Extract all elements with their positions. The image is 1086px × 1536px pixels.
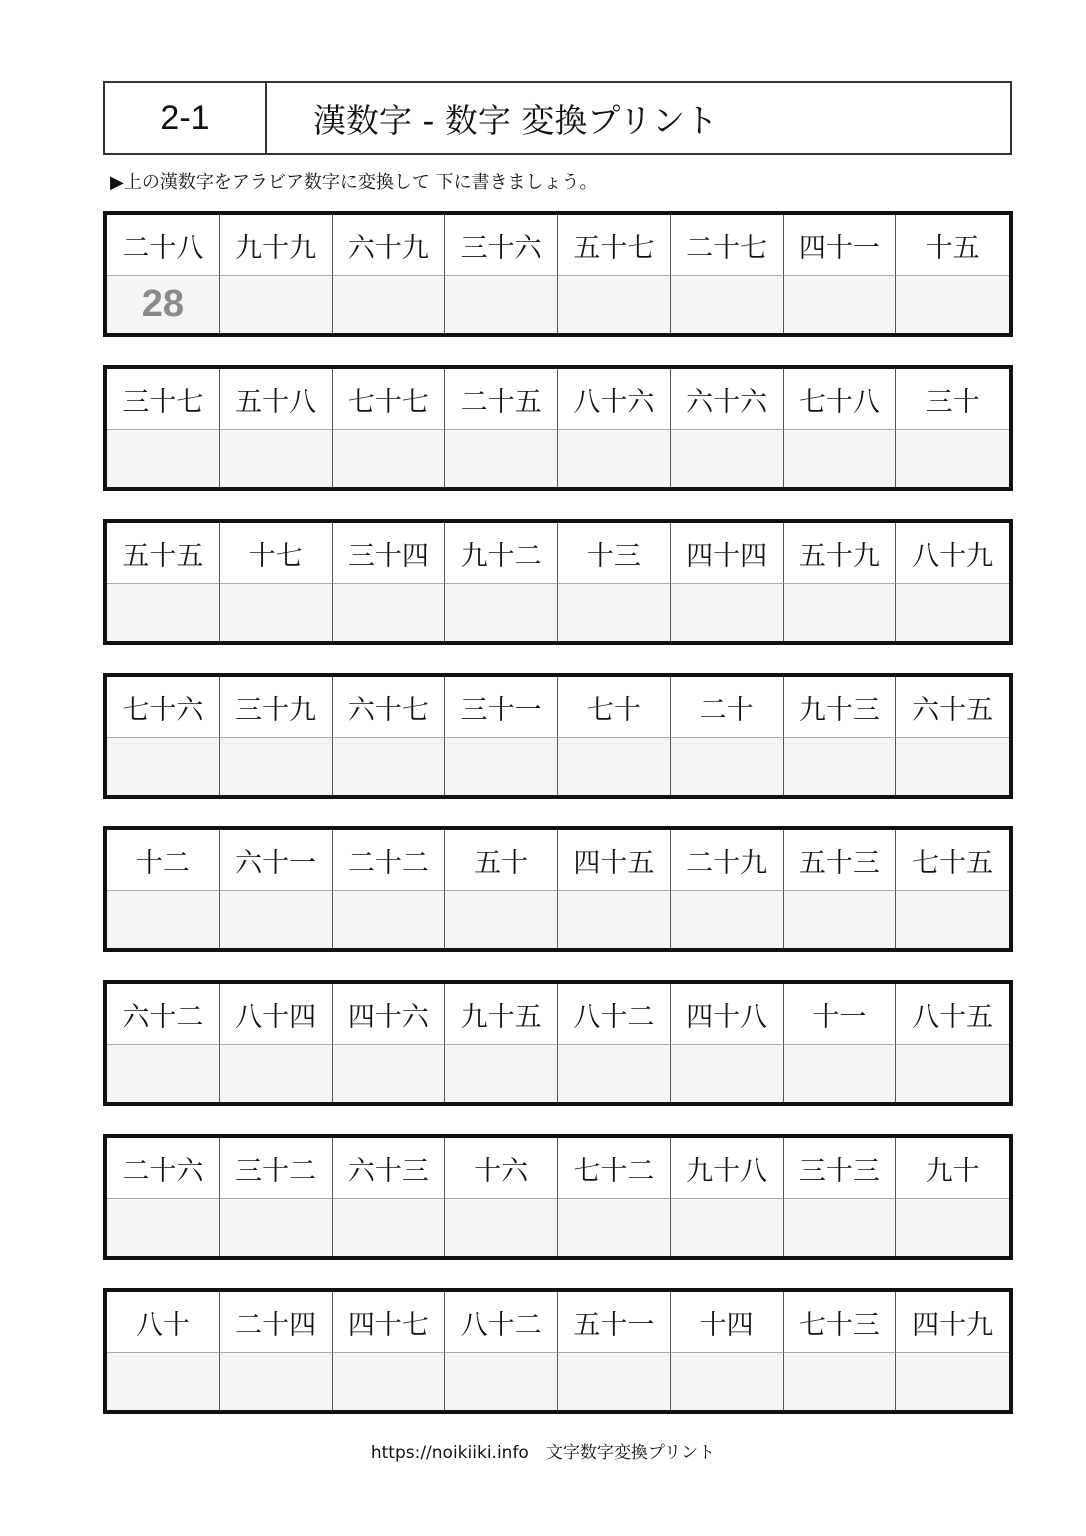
kanji-cell: 三十一 [445, 677, 558, 738]
answer-cell[interactable] [671, 738, 784, 795]
answer-cell[interactable] [107, 584, 220, 641]
kanji-cell: 四十七 [333, 1292, 446, 1353]
answer-cell[interactable] [220, 276, 333, 333]
answer-cell[interactable] [784, 1353, 897, 1410]
kanji-cell: 九十五 [445, 984, 558, 1045]
answer-cell[interactable] [333, 430, 446, 487]
answer-cell[interactable] [896, 430, 1009, 487]
kanji-cell: 六十七 [333, 677, 446, 738]
exercise-row-2 [103, 365, 1013, 491]
kanji-cell: 五十一 [558, 1292, 671, 1353]
kanji-cell: 六十六 [671, 369, 784, 430]
answer-cell[interactable] [671, 430, 784, 487]
kanji-cell: 五十 [445, 830, 558, 891]
kanji-cell: 六十九 [333, 215, 446, 276]
footer-text: https://noikiiki.info 文字数字変換プリント [370, 1443, 716, 1463]
kanji-cell: 三十九 [220, 677, 333, 738]
exercise-row-6 [103, 980, 1013, 1106]
kanji-cell: 九十九 [220, 215, 333, 276]
answer-cell[interactable] [333, 891, 446, 948]
answer-cell[interactable] [333, 1045, 446, 1102]
kanji-cell: 九十三 [784, 677, 897, 738]
exercise-row-7 [103, 1134, 1013, 1260]
answer-cell[interactable] [558, 738, 671, 795]
answer-cell[interactable] [445, 1353, 558, 1410]
kanji-cell: 五十五 [107, 523, 220, 584]
answer-cell[interactable] [333, 584, 446, 641]
kanji-cell: 七十六 [107, 677, 220, 738]
answer-cell[interactable] [558, 891, 671, 948]
exercise-row-1 [103, 211, 1013, 337]
kanji-cell: 九十 [896, 1138, 1009, 1199]
kanji-cell: 三十二 [220, 1138, 333, 1199]
kanji-cell: 十一 [784, 984, 897, 1045]
answer-cell[interactable] [107, 738, 220, 795]
kanji-cell: 七十三 [784, 1292, 897, 1353]
answer-cell[interactable] [671, 1353, 784, 1410]
kanji-cell: 二十七 [671, 215, 784, 276]
answer-cell[interactable] [445, 1199, 558, 1256]
kanji-cell: 四十五 [558, 830, 671, 891]
exercise-row-8 [103, 1288, 1013, 1414]
kanji-cell: 四十四 [671, 523, 784, 584]
answer-cell[interactable] [107, 430, 220, 487]
kanji-cell: 二十 [671, 677, 784, 738]
kanji-cell: 五十八 [220, 369, 333, 430]
answer-cell[interactable] [784, 891, 897, 948]
kanji-cell: 六十三 [333, 1138, 446, 1199]
kanji-cell: 十五 [896, 215, 1009, 276]
kanji-cell: 八十六 [558, 369, 671, 430]
answer-cell[interactable] [558, 276, 671, 333]
answer-cell[interactable] [558, 1199, 671, 1256]
answer-cell[interactable] [896, 584, 1009, 641]
answer-cell[interactable] [558, 430, 671, 487]
kanji-cell: 五十九 [784, 523, 897, 584]
kanji-cell: 六十二 [107, 984, 220, 1045]
kanji-cell: 二十四 [220, 1292, 333, 1353]
answer-cell[interactable] [445, 1045, 558, 1102]
answer-cell[interactable] [220, 1199, 333, 1256]
kanji-cell: 十七 [220, 523, 333, 584]
answer-cell[interactable] [896, 891, 1009, 948]
answer-cell[interactable] [896, 1353, 1009, 1410]
answer-cell[interactable] [784, 584, 897, 641]
kanji-cell: 八十四 [220, 984, 333, 1045]
answer-cell[interactable] [220, 738, 333, 795]
answer-cell[interactable] [220, 891, 333, 948]
answer-cell[interactable] [896, 1045, 1009, 1102]
answer-cell[interactable] [107, 891, 220, 948]
kanji-cell: 六十一 [220, 830, 333, 891]
kanji-cell: 七十 [558, 677, 671, 738]
kanji-cell: 二十二 [333, 830, 446, 891]
answer-cell[interactable] [107, 1045, 220, 1102]
kanji-cell: 五十三 [784, 830, 897, 891]
answer-cell[interactable] [333, 738, 446, 795]
answer-cell[interactable] [445, 276, 558, 333]
answer-cell[interactable] [784, 430, 897, 487]
answer-cell[interactable] [784, 738, 897, 795]
answer-cell[interactable] [896, 1199, 1009, 1256]
kanji-cell: 八十九 [896, 523, 1009, 584]
kanji-cell: 六十五 [896, 677, 1009, 738]
kanji-cell: 二十九 [671, 830, 784, 891]
kanji-cell: 二十八 [107, 215, 220, 276]
kanji-cell: 四十六 [333, 984, 446, 1045]
kanji-cell: 八十二 [445, 1292, 558, 1353]
kanji-cell: 十六 [445, 1138, 558, 1199]
answer-cell[interactable] [445, 430, 558, 487]
answer-cell[interactable] [445, 738, 558, 795]
worksheet-number: 2-1 [105, 83, 267, 153]
worksheet-title: 漢数字 - 数字 変換プリント [313, 100, 719, 140]
kanji-cell: 四十九 [896, 1292, 1009, 1353]
answer-cell[interactable] [220, 1353, 333, 1410]
answer-cell[interactable] [671, 276, 784, 333]
answer-cell[interactable] [107, 1199, 220, 1256]
kanji-cell: 三十四 [333, 523, 446, 584]
kanji-cell: 三十 [896, 369, 1009, 430]
kanji-cell: 四十一 [784, 215, 897, 276]
answer-cell[interactable] [558, 584, 671, 641]
kanji-cell: 十二 [107, 830, 220, 891]
answer-cell[interactable] [107, 1353, 220, 1410]
answer-cell[interactable] [445, 584, 558, 641]
kanji-cell: 八十 [107, 1292, 220, 1353]
answer-cell[interactable] [220, 430, 333, 487]
answer-cell[interactable] [558, 1353, 671, 1410]
kanji-cell: 二十六 [107, 1138, 220, 1199]
exercise-row-4 [103, 673, 1013, 799]
kanji-cell: 四十八 [671, 984, 784, 1045]
answer-cell[interactable] [671, 891, 784, 948]
kanji-cell: 八十二 [558, 984, 671, 1045]
worksheet-header [103, 81, 1012, 155]
kanji-cell: 九十二 [445, 523, 558, 584]
answer-cell[interactable] [333, 276, 446, 333]
answer-cell[interactable] [333, 1199, 446, 1256]
kanji-cell: 三十六 [445, 215, 558, 276]
kanji-cell: 九十八 [671, 1138, 784, 1199]
answer-cell[interactable] [671, 1199, 784, 1256]
answer-cell[interactable] [445, 891, 558, 948]
answer-cell[interactable] [784, 1199, 897, 1256]
kanji-cell: 十四 [671, 1292, 784, 1353]
kanji-cell: 七十八 [784, 369, 897, 430]
kanji-cell: 七十二 [558, 1138, 671, 1199]
answer-cell[interactable] [671, 584, 784, 641]
answer-cell[interactable] [671, 1045, 784, 1102]
answer-cell[interactable] [220, 1045, 333, 1102]
kanji-cell: 七十五 [896, 830, 1009, 891]
exercise-row-5 [103, 826, 1013, 952]
kanji-cell: 二十五 [445, 369, 558, 430]
answer-cell[interactable] [558, 1045, 671, 1102]
exercise-row-3 [103, 519, 1013, 645]
answer-cell[interactable] [784, 1045, 897, 1102]
answer-cell[interactable] [896, 738, 1009, 795]
answer-cell[interactable] [896, 276, 1009, 333]
kanji-cell: 十三 [558, 523, 671, 584]
kanji-cell: 八十五 [896, 984, 1009, 1045]
instruction-text: ▶上の漢数字をアラビア数字に変換して 下に書きましょう。 [110, 172, 598, 193]
kanji-cell: 三十三 [784, 1138, 897, 1199]
kanji-cell: 五十七 [558, 215, 671, 276]
kanji-cell: 三十七 [107, 369, 220, 430]
answer-cell[interactable] [784, 276, 897, 333]
kanji-cell: 七十七 [333, 369, 446, 430]
answer-cell[interactable]: 28 [107, 276, 220, 333]
answer-cell[interactable] [333, 1353, 446, 1410]
answer-cell[interactable] [220, 584, 333, 641]
